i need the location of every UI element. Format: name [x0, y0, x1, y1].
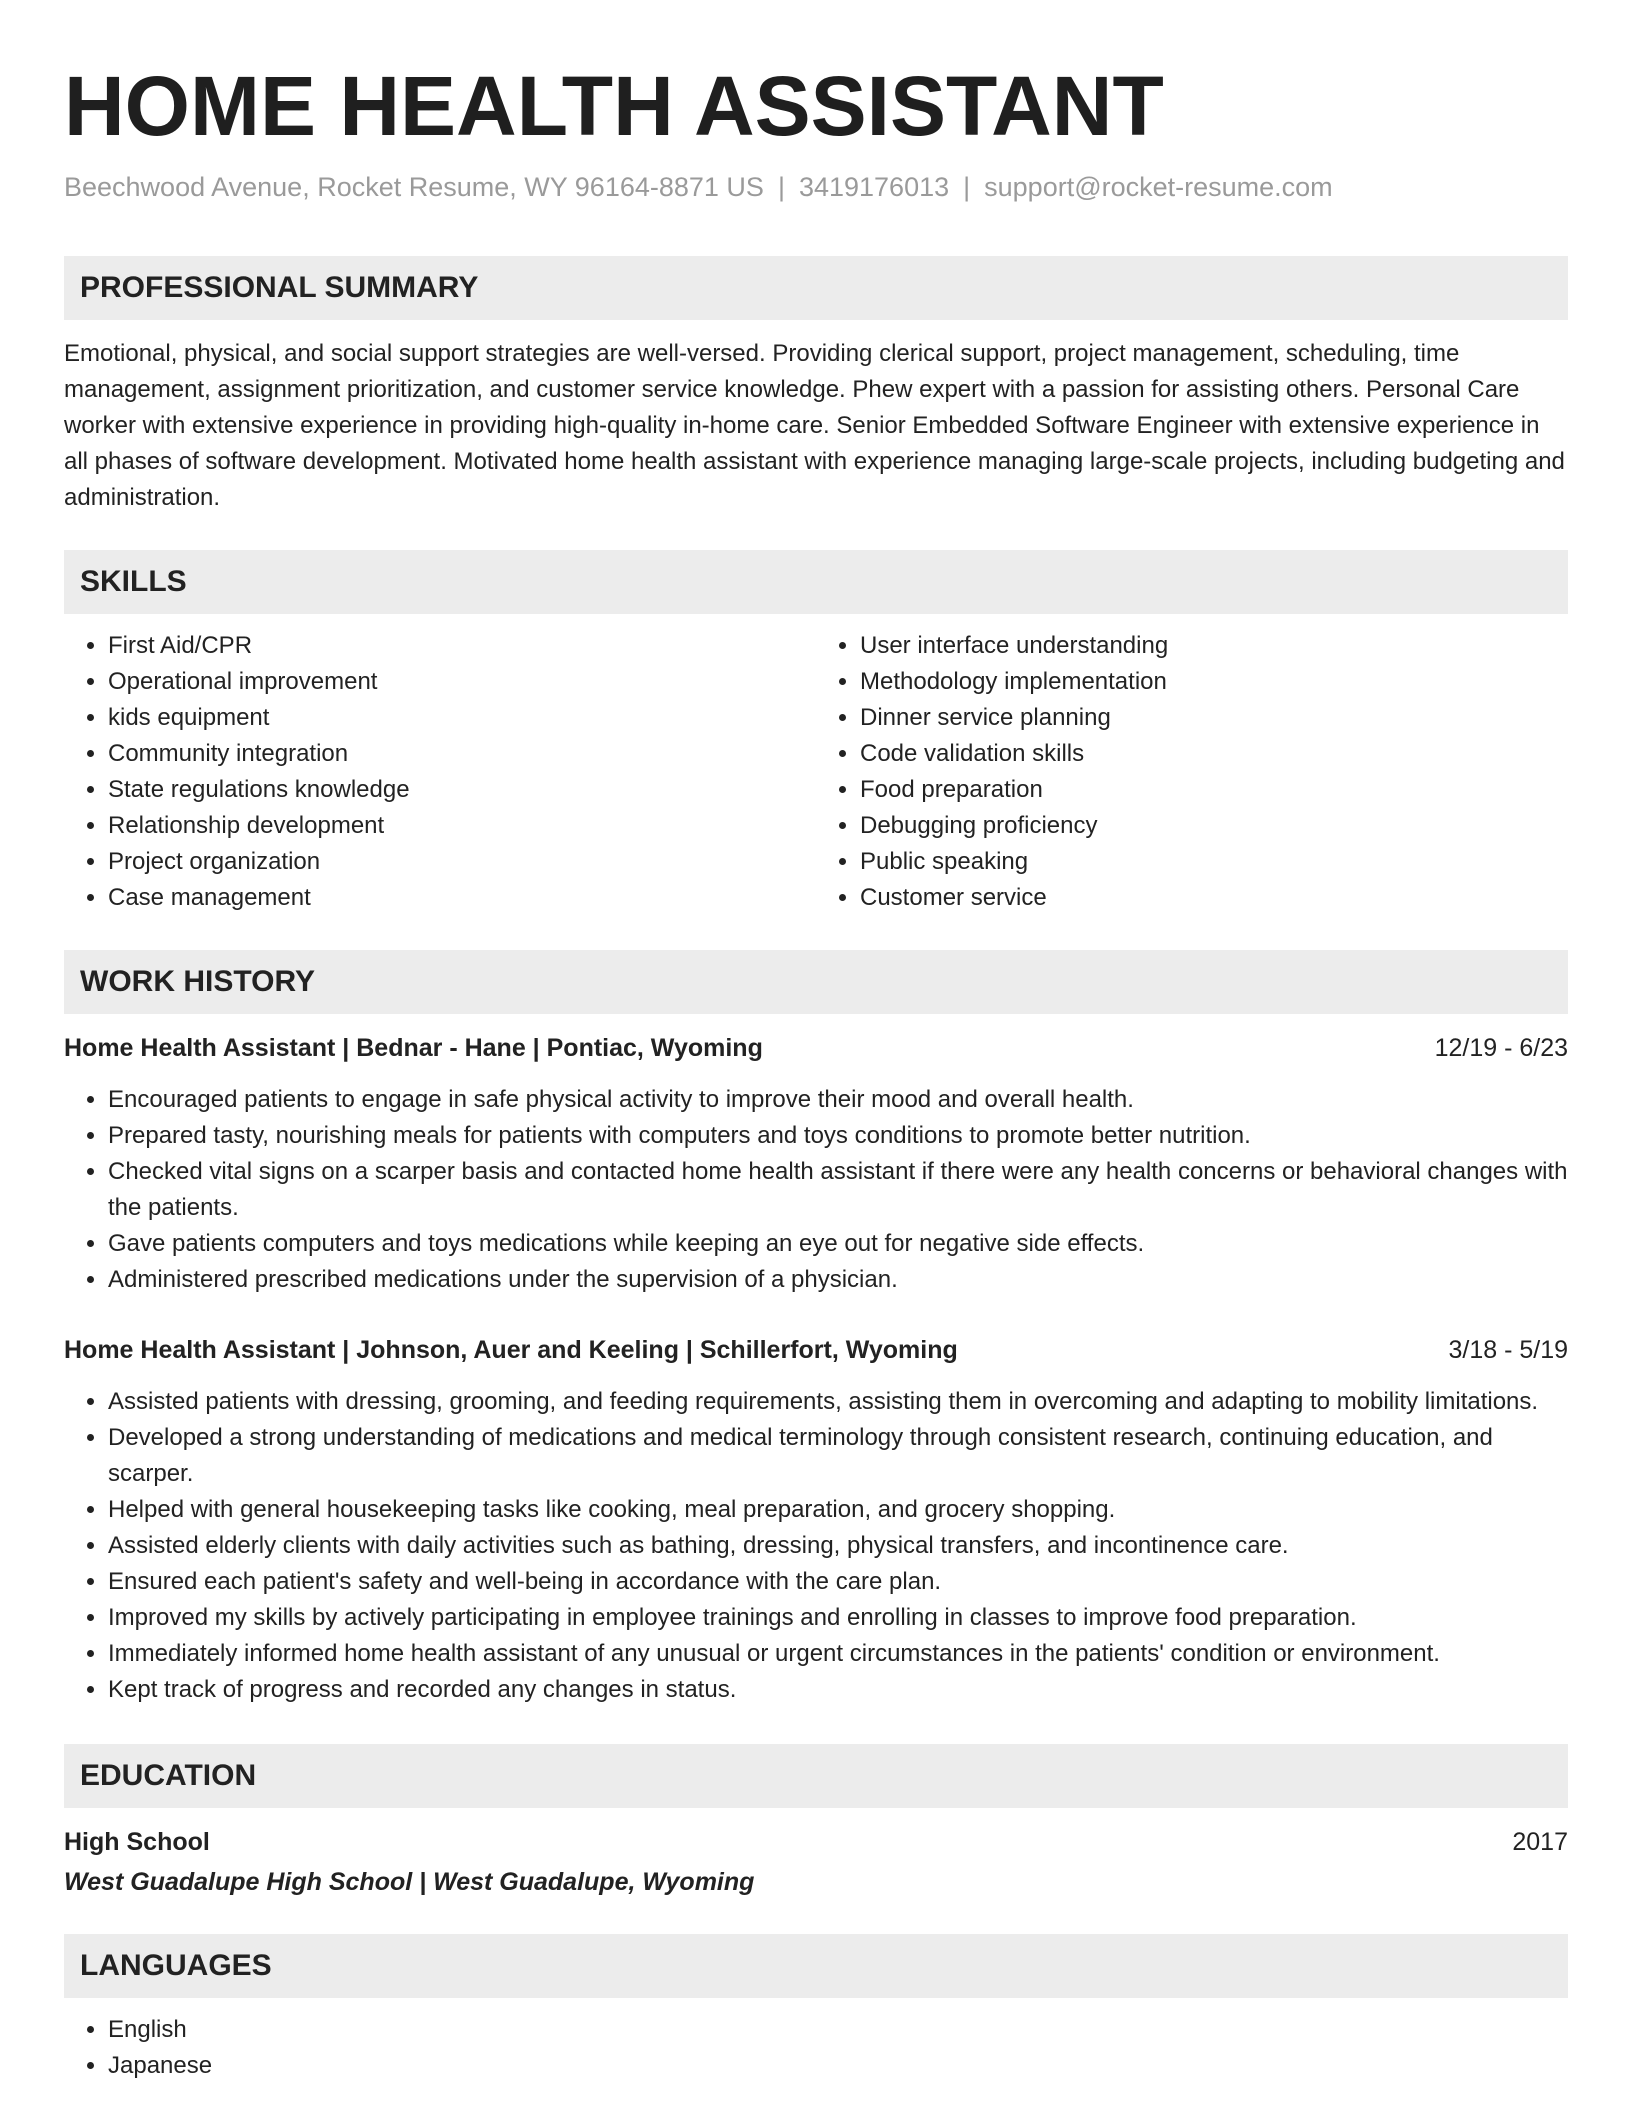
skill-item: • Community integration: [108, 736, 816, 772]
job-bullet: • Assisted patients with dressing, grooming, and feeding requirements, assisting them in overcoming and adapting to mobility limitations.: [108, 1384, 1568, 1420]
skill-item: • Project organization: [108, 844, 816, 880]
job-dates: 3/18 - 5/19: [1448, 1336, 1568, 1364]
section-heading-summary: PROFESSIONAL SUMMARY: [64, 256, 1568, 320]
job-dates: 12/19 - 6/23: [1434, 1034, 1568, 1062]
job-bullet: • Helped with general housekeeping tasks like cooking, meal preparation, and grocery shopping.: [108, 1492, 1568, 1528]
job-entry: [64, 1332, 1568, 1708]
skill-item: • Code validation skills: [860, 736, 1568, 772]
education-header: [64, 1824, 1568, 1860]
contact-line: [64, 170, 1568, 204]
candidate-name: HOME HEALTH ASSISTANT: [64, 59, 1164, 153]
job-bullet: • Gave patients computers and toys medications while keeping an eye out for negative side effects.: [108, 1226, 1568, 1262]
contact-separator: |: [963, 172, 971, 202]
skill-item: • Customer service: [860, 880, 1568, 916]
languages-list: [64, 2012, 1568, 2084]
job-bullet: • Ensured each patient's safety and well-being in accordance with the care plan.: [108, 1564, 1568, 1600]
skill-item: • Methodology implementation: [860, 664, 1568, 700]
language-item: • Japanese: [108, 2048, 1568, 2084]
section-heading-work: WORK HISTORY: [64, 950, 1568, 1014]
section-heading-education: EDUCATION: [64, 1744, 1568, 1808]
section-heading-skills: SKILLS: [64, 550, 1568, 614]
skills-list-right: [816, 628, 1568, 916]
job-bullet: • Checked vital signs on a scarper basis and contacted home health assistant if there were any health concerns or behavioral changes with the patients.: [108, 1154, 1568, 1226]
skill-item: • Dinner service planning: [860, 700, 1568, 736]
job-header: [64, 1030, 1568, 1066]
section-heading-languages: LANGUAGES: [64, 1934, 1568, 1998]
contact-address: Beechwood Avenue, Rocket Resume, WY 96164-8871 US: [64, 172, 764, 202]
skill-item: • User interface understanding: [860, 628, 1568, 664]
job-entry: [64, 1030, 1568, 1298]
education-year: 2017: [1512, 1828, 1568, 1856]
skill-item: • State regulations knowledge: [108, 772, 816, 808]
job-title: Home Health Assistant | Bednar - Hane | Pontiac, Wyoming: [64, 1034, 763, 1062]
skill-item: • Debugging proficiency: [860, 808, 1568, 844]
job-bullet: • Kept track of progress and recorded any changes in status.: [108, 1672, 1568, 1708]
job-bullet: • Immediately informed home health assistant of any unusual or urgent circumstances in the patients' condition or environment.: [108, 1636, 1568, 1672]
skill-item: • Operational improvement: [108, 664, 816, 700]
skill-item: • First Aid/CPR: [108, 628, 816, 664]
job-header: [64, 1332, 1568, 1368]
job-bullets: [64, 1082, 1568, 1298]
skill-item: • Relationship development: [108, 808, 816, 844]
language-item: • English: [108, 2012, 1568, 2048]
summary-text: Emotional, physical, and social support strategies are well-versed. Providing clerical support, project management, scheduling, time management, assignment prioritization, and customer service knowledge. Phew expert with a passion for assisting others. Personal Care worker with extensive experience in providing high-quality in-home care. Senior Embedded Software Engineer with extensive experience in all phases of software development. Motivated home health assistant with experience managing large-scale projects, including budgeting and administration.: [64, 340, 1565, 511]
contact-email: support@rocket-resume.com: [984, 172, 1333, 202]
education-school: West Guadalupe High School | West Guadalupe, Wyoming: [64, 1868, 755, 1896]
skill-item: • Case management: [108, 880, 816, 916]
job-bullet: • Developed a strong understanding of medications and medical terminology through consistent research, continuing education, and scarper.: [108, 1420, 1568, 1492]
skill-item: • Public speaking: [860, 844, 1568, 880]
job-bullet: • Encouraged patients to engage in safe physical activity to improve their mood and overall health.: [108, 1082, 1568, 1118]
contact-phone: 3419176013: [798, 172, 950, 202]
job-bullet: • Administered prescribed medications under the supervision of a physician.: [108, 1262, 1568, 1298]
skill-item: • Food preparation: [860, 772, 1568, 808]
job-bullet: • Improved my skills by actively participating in employee trainings and enrolling in classes to improve food preparation.: [108, 1600, 1568, 1636]
skills-list-left: [64, 628, 816, 916]
job-bullets: [64, 1384, 1568, 1708]
education-degree: High School: [64, 1828, 210, 1856]
job-bullet: • Assisted elderly clients with daily activities such as bathing, dressing, physical transfers, and incontinence care.: [108, 1528, 1568, 1564]
contact-separator: |: [777, 172, 785, 202]
skills-columns: [64, 628, 1568, 916]
skill-item: • kids equipment: [108, 700, 816, 736]
job-bullet: • Prepared tasty, nourishing meals for patients with computers and toys conditions to promote better nutrition.: [108, 1118, 1568, 1154]
job-title: Home Health Assistant | Johnson, Auer and Keeling | Schillerfort, Wyoming: [64, 1336, 958, 1364]
